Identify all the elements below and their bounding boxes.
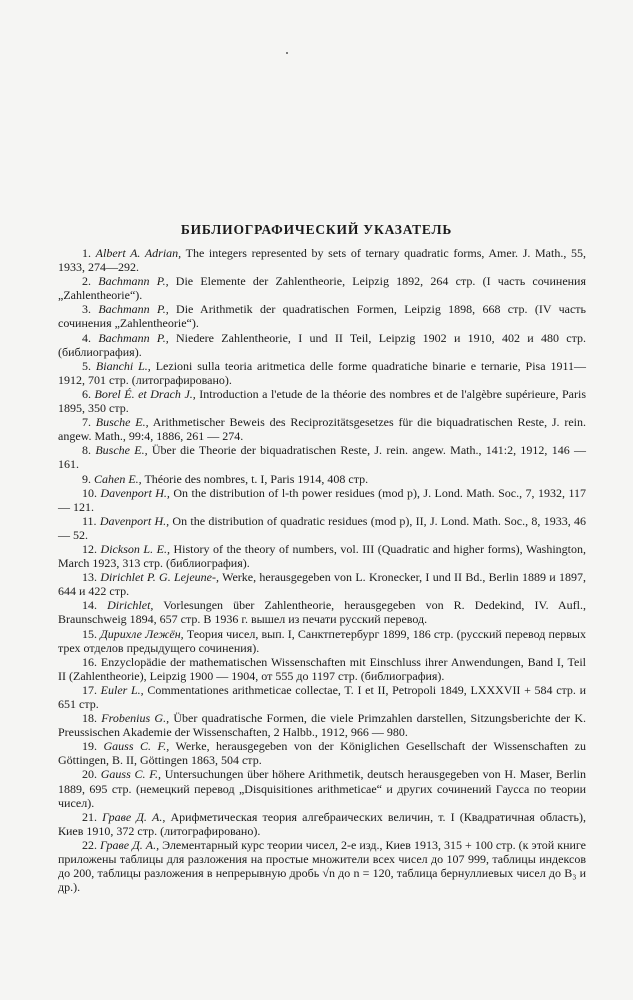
entry-author: Dirichlet, — [107, 598, 154, 613]
entry-text: Die Arithmetik der quadratischen Formen, Leipzig 1898, 668 стр. (IV часть сочинения „Zahlentheorie“). — [58, 302, 586, 331]
entry-author: Дирихле Лежён, — [100, 626, 184, 641]
entry-number: 14. — [82, 598, 97, 613]
entry-text: Lezioni sulla teoria aritmetica delle forme quadratiche binarie e ternarie, Pisa 1911—1912, 701 стр. (литографировано). — [58, 358, 587, 387]
entry-text: On the distribution of quadratic residues (mod p), II, J. Lond. Math. Soc., 8, 1933, 46 — 52. — [58, 513, 586, 542]
bibliography-entry — [58, 486, 586, 514]
entry-author: Davenport H., — [100, 485, 170, 500]
entry-author: Busche E., — [95, 415, 149, 430]
entry-text: Untersuchungen über höhere Arithmetik, deutsch herausgegeben von H. Maser, Berlin 1889, 695 стр. (немецкий перевод „Disquisitiones arithmeticae“ и других сочинений Гаусса по теории чисел). — [58, 767, 587, 810]
bibliography-entry — [58, 415, 586, 443]
entry-number: 3. — [82, 302, 91, 317]
page-title: БИБЛИОГРАФИЧЕСКИЙ УКАЗАТЕЛЬ — [180, 222, 453, 237]
entry-number: 18. — [82, 711, 97, 726]
entry-number: 6. — [82, 386, 91, 401]
entry-author: Граве Д. А., — [102, 809, 166, 824]
entry-text: Элементарный курс теории чисел, 2-е изд., Киев 1913, 315 + 100 стр. (к этой книге приложены таблицы для разложения на простые множители всех чисел до 107 999, таблицы индексов до 200, таблицы разложения в непрерывную дробь √n до n = 120, таблица бернуллиевых чисел до B₃ и др.). — [58, 837, 587, 895]
entry-text: The integers represented by sets of ternary quadratic forms, Amer. J. Math., 55, 1933, 274—292. — [58, 246, 586, 275]
bibliography-entry — [58, 246, 586, 274]
entry-text: Introduction a l'etude de la théorie des nombres et de l'algèbre supérieure, Paris 1895, 350 стр. — [58, 386, 586, 416]
bibliography-entry — [58, 711, 586, 739]
entry-author: Граве Д. А., — [100, 837, 160, 852]
entry-author: Gauss C. F., — [100, 767, 161, 782]
bibliography-entry — [58, 570, 586, 598]
entry-text: Арифметическая теория алгебраических величин, т. I (Квадратичная область), Киев 1910, 372 стр. (литографировано). — [58, 809, 586, 838]
entry-author: Dickson L. E., — [100, 541, 170, 556]
entry-author: Albert A. Adrian, — [95, 246, 182, 260]
entry-author: Bachmann P., — [98, 274, 169, 289]
bibliography-entry — [58, 514, 586, 542]
entry-author: Davenport H., — [99, 513, 170, 528]
entry-text: Werke, herausgegeben von L. Kronecker, I und II Bd., Berlin 1889 и 1897, 644 и 422 стр. — [58, 570, 586, 599]
entry-number: 15. — [82, 626, 97, 641]
entry-text: Über die Theorie der biquadratischen Reste, J. rein. angew. Math., 141:2, 1912, 146 — 161. — [58, 443, 587, 472]
entry-number: 21. — [82, 809, 97, 824]
entry-number: 16. — [82, 654, 97, 669]
entry-text: Théorie des nombres, t. I, Paris 1914, 408 стр. — [141, 471, 369, 486]
bibliography-entry — [58, 767, 586, 809]
entry-author: Bachmann P., — [98, 330, 169, 345]
entry-number: 19. — [82, 739, 97, 754]
bibliography-entry — [58, 472, 586, 486]
page-mark — [286, 52, 288, 54]
entry-number: 13. — [82, 570, 97, 585]
bibliography-entry — [58, 627, 586, 655]
entry-text: Enzyclopädie der mathematischen Wissenschaften mit Einschluss ihrer Anwendungen, Band I, Teil II (Zahlentheorie), Leipzig 1900 — 1904, от 555 до 1197 стр. (библиография). — [58, 654, 587, 683]
bibliography-entry — [58, 838, 586, 894]
bibliography-entry — [58, 387, 586, 415]
entry-number: 7. — [82, 415, 91, 430]
entry-text: Die Elemente der Zahlentheorie, Leipzig 1892, 264 стр. (I часть сочинения „Zahlentheorie“). — [58, 274, 587, 303]
entry-text: On the distribution of l-th power residues (mod p), J. Lond. Math. Soc., 7, 1932, 117 — 121. — [58, 485, 586, 514]
entry-text: Vorlesungen über Zahlentheorie, herausgegeben von R. Dedekind, IV. Aufl., Braunschweig 1894, 657 стр. В 1936 г. вышел из печати русский перевод. — [58, 598, 586, 627]
bibliography-entry — [58, 598, 586, 626]
bibliography-list — [58, 246, 586, 894]
bibliography-entry — [58, 739, 586, 767]
entry-number: 12. — [82, 541, 97, 556]
bibliography-entry — [58, 542, 586, 570]
entry-number: 8. — [82, 443, 91, 458]
entry-author: Frobenius G., — [101, 711, 170, 726]
entry-author: Busche E., — [95, 443, 148, 458]
bibliography-entry — [58, 683, 586, 711]
entry-text: Über quadratische Formen, die viele Primzahlen darstellen, Sitzungsberichte der K. Preussischen Akademie der Wissenschaften, 2 Halbb., 1912, 966 — 980. — [58, 711, 587, 740]
entry-number: 20. — [82, 767, 97, 782]
bibliography-entry — [58, 655, 586, 683]
entry-number: 9. — [82, 471, 91, 486]
entry-number: 22. — [82, 837, 97, 852]
entry-text: Arithmetischer Beweis des Reciprozitätsgesetzes für die biquadratischen Reste, J. rein. angew. Math., 99:4, 1886, 261 — 274. — [58, 415, 587, 444]
entry-number: 1. — [82, 246, 91, 260]
bibliography-entry — [58, 302, 586, 330]
entry-text: Werke, herausgegeben von der Königlichen Gesellschaft der Wissenschaften zu Göttingen, B. II, Göttingen 1863, 504 стр. — [58, 739, 587, 768]
entry-text: Теория чисел, вып. I, Санктпетербург 1899, 186 стр. (русский перевод первых трех отделов предыдущего сочинения). — [58, 626, 586, 655]
entry-text: History of the theory of numbers, vol. III (Quadratic and higher forms), Washington, March 1923, 313 стр. (библиография). — [58, 541, 586, 571]
entry-author: Cahen E., — [94, 471, 142, 486]
bibliography-entry — [58, 331, 586, 359]
entry-text: Commentationes arithmeticae collectae, T. I et II, Petropoli 1849, LXXXVII + 584 стр. и 651 стр. — [58, 682, 586, 711]
entry-number: 10. — [82, 485, 97, 500]
entry-author: Dirichlet P. G. Lejeune-, — [100, 570, 219, 585]
bibliography-entry — [58, 810, 586, 838]
entry-text: Niedere Zahlentheorie, I und II Teil, Leipzig 1902 и 1910, 402 и 480 стр. (библиография). — [58, 330, 587, 359]
entry-number: 5. — [82, 358, 91, 373]
entry-number: 4. — [82, 330, 91, 345]
entry-number: 17. — [82, 682, 97, 697]
entry-author: Gauss C. F., — [103, 739, 170, 754]
bibliography-entry — [58, 274, 586, 302]
bibliography-entry — [58, 359, 586, 387]
bibliography-entry — [58, 443, 586, 471]
entry-author: Euler L., — [100, 682, 144, 697]
entry-author: Bianchi L., — [95, 358, 151, 373]
entry-number: 2. — [82, 274, 91, 289]
entry-author: Borel É. et Drach J., — [94, 386, 196, 401]
entry-number: 11. — [82, 513, 97, 528]
entry-author: Bachmann P., — [98, 302, 169, 317]
